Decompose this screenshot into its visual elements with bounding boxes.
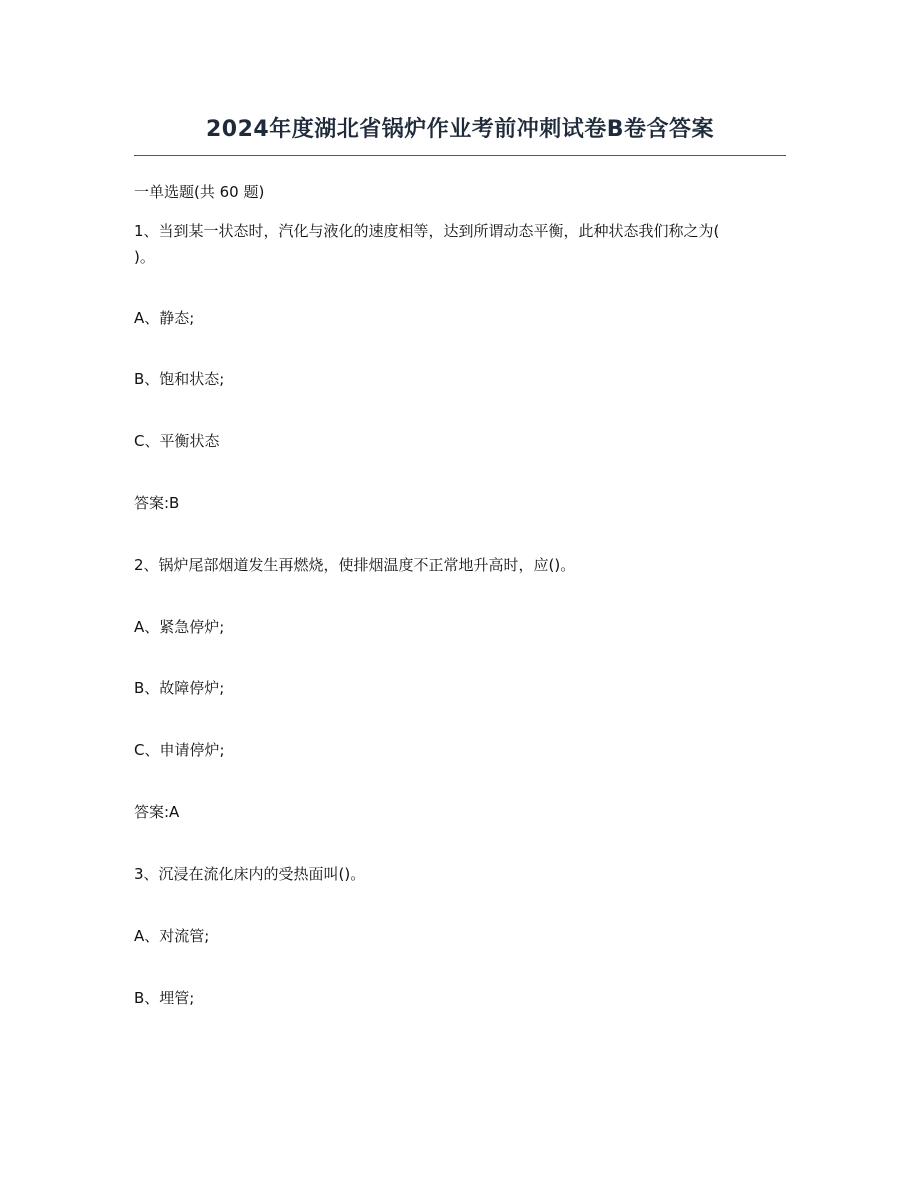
section-heading: 一单选题(共 60 题) xyxy=(134,183,265,201)
question-2-option-a: A、紧急停炉; xyxy=(134,618,225,636)
question-1-stem-line-1: 1、当到某一状态时，汽化与液化的速度相等，达到所谓动态平衡，此种状态我们称之为( xyxy=(134,222,720,240)
question-1-option-a: A、静态; xyxy=(134,309,195,327)
question-2-option-c: C、申请停炉; xyxy=(134,741,225,759)
question-3-option-b: B、埋管; xyxy=(134,989,195,1007)
question-1-option-c: C、平衡状态 xyxy=(134,432,220,450)
question-1-option-b: B、饱和状态; xyxy=(134,370,225,388)
question-2-answer: 答案:A xyxy=(134,803,180,821)
question-3-stem-line-1: 3、沉浸在流化床内的受热面叫()。 xyxy=(134,865,366,883)
document-title: 2024年度湖北省锅炉作业考前冲刺试卷B卷含答案 xyxy=(205,117,714,142)
question-1-answer: 答案:B xyxy=(134,494,180,512)
question-3-option-a: A、对流管; xyxy=(134,927,210,945)
question-2-stem-line-1: 2、锅炉尾部烟道发生再燃烧，使排烟温度不正常地升高时，应()。 xyxy=(134,556,576,574)
question-2-option-b: B、故障停炉; xyxy=(134,679,225,697)
question-1-stem-line-2: )。 xyxy=(134,248,155,266)
title-divider xyxy=(134,155,786,156)
